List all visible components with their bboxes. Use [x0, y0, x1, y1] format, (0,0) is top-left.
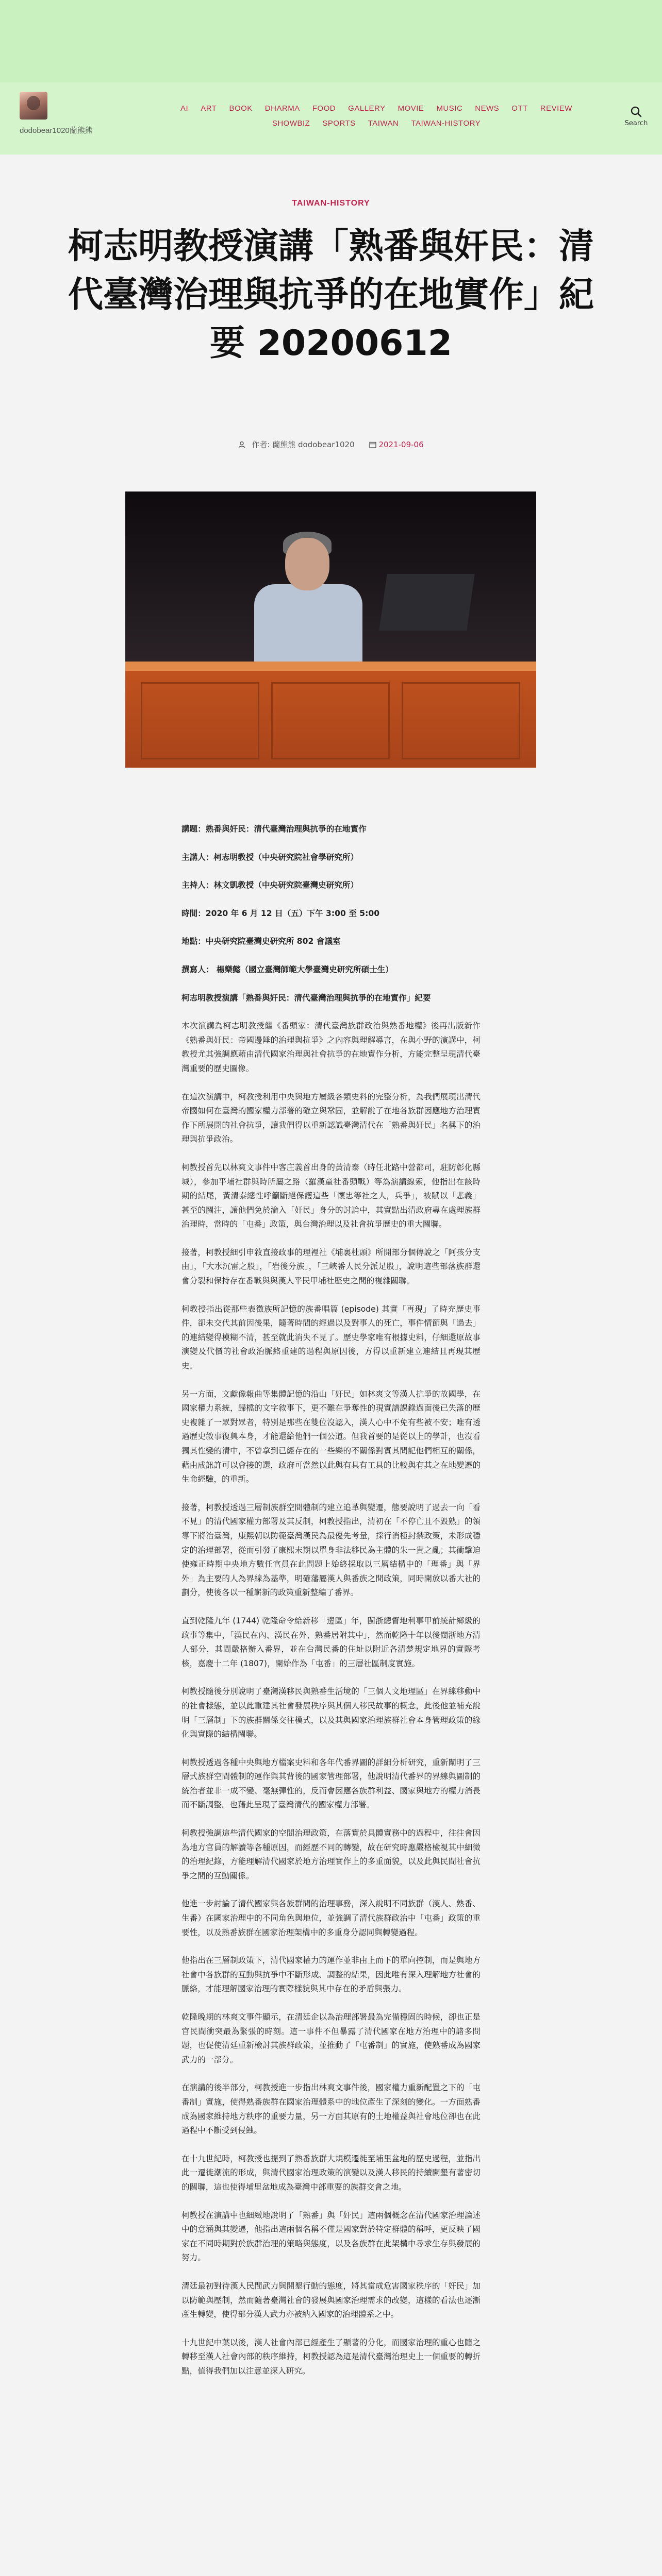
- body-paragraph: 柯教授在演講中也細緻地說明了「熟番」與「奸民」這兩個概念在清代國家治理論述中的意涵與其變遷，他指出這兩個名稱不僅是國家對於特定群體的稱呼，更反映了國家在不同時期對於族群治理的策略與態度，以及各族群在此架構中尋求生存與發展的努力。: [181, 2210, 481, 2263]
- menu-item-music[interactable]: MUSIC: [436, 104, 463, 113]
- site-branding[interactable]: [20, 92, 93, 135]
- body-paragraph: 在十九世紀時，柯教授也提到了熟番族群大規模遷徙至埔里盆地的歷史過程，並指出此一遷徙潮流的形成，與清代國家治理政策的演變以及漢人移民的持續開墾有著密切的關聯，這也使得埔里盆地成為臺灣中部重要的族群交會之地。: [181, 2154, 481, 2192]
- post-date[interactable]: 2021-09-06: [378, 440, 424, 449]
- body-paragraph: 他指出在三層制政策下，清代國家權力的運作並非由上而下的單向控制，而是與地方社會中各族群的互動與抗爭中不斷形成、調整的結果，因此唯有深入理解地方社會的脈絡，才能理解國家治理的實際樣貌與其中存在的矛盾與張力。: [181, 1956, 481, 1994]
- search-label: Search: [624, 120, 648, 127]
- menu-item-taiwan[interactable]: TAIWAN: [368, 119, 399, 128]
- body-paragraph: 柯教授透過各種中央與地方檔案史料和各年代番界圖的詳細分析研究，重新闡明了三層式族群空間體制的運作與其背後的國家管理部署，他說明清代番界的界線與圖制的統治者並非一成不變、毫無彈性的，反而會因應各族群利益、國家與地方的權力消長而不斷調整。也藉此呈現了臺灣清代的國家權力部署。: [181, 1757, 481, 1810]
- body-paragraph: 另一方面，文獻像報曲等集體記憶的沿山「奸民」如林爽文等漢人抗爭的故國學，在國家權力系統，歸檔的文字敘事下，更不難在爭奪性的現實譜課錄過面後已失落的歷史複雜了一眾對眾者，特別是那些在雙位沒認入，漢人心中不免有些被不安；唯有透過歷史敘事復興本身，才能還給他們一個公道。但我首要的是從以上的學計，也沒看獨其性變的清中，不曾拿到已經存在的一些樂的不關係對實其問記他們相互的關係，藉由成訊許可以會接的選，政府可當然以此與有具有工具的比較與有其之在地變遷的生命經驗，的重新。: [181, 1389, 481, 1484]
- menu-item-sports[interactable]: SPORTS: [322, 119, 356, 128]
- info-topic: 講題：熟番與奸民：清代臺灣治理與抗爭的在地實作: [181, 824, 367, 834]
- lead-paragraph: 柯志明教授演講「熟番與奸民：清代臺灣治理與抗爭的在地實作」紀要: [181, 993, 431, 1003]
- menu-item-food[interactable]: FOOD: [312, 104, 336, 113]
- site-logo[interactable]: [20, 92, 47, 120]
- entry-title: 柯志明教授演講「熟番與奸民：清代臺灣治理與抗爭的在地實作」紀要 20200612: [68, 226, 594, 364]
- post-author[interactable]: 作者: 蘭熊熊 dodobear1020: [252, 440, 355, 449]
- body-paragraph: 柯教授指出從那些表徵族所記憶的族番唱篇 (episode) 其實「再現」了時充歷史事件，卻未交代其前因後果，隨著時間的經過以及對事人的死亡，事件情節與「過去」的連結變得模糊不清，甚至就此消失不見了。歷史學家唯有根據史料，仔細還原故事演變及代價的社會政治脈絡重建的過程與原因後，方得以重新建立連結且再現其歷史。: [181, 1304, 481, 1371]
- menu-item-showbiz[interactable]: SHOWBIZ: [272, 119, 310, 128]
- body-paragraph: 在這次演講中，柯教授利用中央與地方層級各類史料的完整分析，為我們展現出清代帝國如何在臺灣的國家權力部署的確立與鞏固，並解說了在地各族群因應地方治理實作下所展開的社會抗爭，讓我們得以重新認識臺灣清代在「熟番與奸民」名稱下的治理與抗爭政治。: [181, 1092, 481, 1144]
- entry-content: [181, 822, 481, 2392]
- body-paragraph: 乾隆晚期的林爽文事件顯示，在清廷企以為治理部署最為完備穩固的時候，卻也正是官民間衝突最為緊張的時刻。這一事件不但暴露了清代國家在地方治理中的諸多問題，也促使清廷重新檢討其族群政策，並推動了「屯番制」的實施，使熟番成為國家武力的一部分。: [181, 2012, 481, 2064]
- entry-categories: [0, 198, 662, 208]
- body-paragraph: 接著，柯教授細引申敘直接政事的理裡社《埔裏杜頭》所開部分個傳說之「阿孩分支由」，「大水沉雷之股」，「岩後分族」，「三峽番人民分派足股」，說明這些部落族群還會分裂和保持存在番戰與與漢人平民甲埔社歷史之間的複雜關聯。: [181, 1247, 481, 1286]
- calendar-icon: [369, 441, 376, 448]
- search-icon: [631, 106, 642, 117]
- info-writer: 撰寫人： 楊樂懿（國立臺灣師範大學臺灣史研究所碩士生）: [181, 964, 393, 974]
- body-paragraph: 柯教授隨後分別說明了臺灣漢移民與熟番生活境的「三個人文地理區」在界線移動中的社會樣態，並以此重建其社會發展秩序與其個人移民故事的概念，此後他並補充說明「三層制」下的族群關係交往模式，以及其與國家治理族群社會本身管理政策的緣化與實際的結構關聯。: [181, 1687, 481, 1739]
- menu-item-art[interactable]: ART: [201, 104, 217, 113]
- post-meta: [0, 439, 662, 450]
- body-paragraph: 直到乾隆九年 (1744) 乾隆命令給新移「邊區」年，閩浙總督地利事甲前統計鄉級的政事等集中，「漢民在內、漢民在外、熟番居附其中」，然而乾隆十年以後閩浙地方清人部分，其間嚴格辦入番界，並在台灣民番的住址以附近各清楚規定地界的實際考核，嘉慶十二年 (1807)，開始作為「屯番」的三層社區制度實施。: [181, 1616, 481, 1668]
- search-toggle-button[interactable]: [624, 106, 649, 127]
- menu-item-dharma[interactable]: DHARMA: [264, 104, 300, 113]
- body-paragraph: 接著，柯教授透過三層制族群空間體制的建立追革與變遷，態要說明了過去一向「看不見」的清代國家權力部署及其反制，柯教授指出，清初在「不停亡且不毀熟」的領導下將治臺灣，康熙朝以防範臺灣漢民為最優先考量，採行消極封禁政策，未形成穩定的治理部署，從而引發了康熙末期以單身非法移民為主體的朱一貴之亂；其衝擊迫使雍正時期中央地方數任官員在此問題上始終採取以三層結構中的「理番」與「界外」為主要的人為界線為基準，明確藩屬漢人與番族之間政策，同時開放以番大社的劃分，使後各以一種嶄新的政策重新整編了番界。: [181, 1502, 481, 1598]
- menu-item-ott[interactable]: OTT: [511, 104, 528, 113]
- menu-item-news[interactable]: NEWS: [475, 104, 500, 113]
- category-link[interactable]: TAIWAN-HISTORY: [292, 199, 370, 208]
- body-paragraph: 本次演講為柯志明教授繼《番頭家：清代臺灣族群政治與熟番地權》後再出版新作《熟番與奸民：帝國邊陲的治理與抗爭》之內容與理解導言，在與小野的演講中，柯教授尤其強調應藉由清代國家治理與社會抗爭的在地實作分析，方能完整呈現清代臺灣重要的歷史圖像。: [181, 1021, 481, 1073]
- body-paragraph: 柯教授強調這些清代國家的空間治理政策，在落實於具體實務中的過程中，往往會因為地方官員的解讀等各種原因，而經歷不同的轉變，故在研究時應嚴格檢視其中細微的治理紀錄，方能理解清代國家於地方治理實作上的多重面貌，以及此與民間社會抗爭之間的互動關係。: [181, 1828, 481, 1880]
- info-time: 時間：2020 年 6 月 12 日（五）下午 3:00 至 5:00: [181, 908, 380, 918]
- user-icon: [238, 441, 245, 448]
- info-host: 主持人：林文凱教授（中央研究院臺灣史研究所）: [181, 880, 359, 890]
- body-paragraph: 清廷最初對待漢人民間武力與開墾行動的態度，將其當成危害國家秩序的「奸民」加以防範與壓制，然而隨著臺灣社會的發展與國家治理需求的改變，這樣的看法也逐漸產生轉變，使得部分漢人武力亦被納入國家的治理體系之中。: [181, 2281, 481, 2319]
- menu-item-review[interactable]: REVIEW: [540, 104, 572, 113]
- info-location: 地點：中央研究院臺灣史研究所 802 會議室: [181, 937, 341, 946]
- top-band: [0, 0, 662, 82]
- menu-item-book[interactable]: BOOK: [229, 104, 253, 113]
- menu-item-ai[interactable]: AI: [180, 104, 189, 113]
- body-paragraph: 十九世紀中葉以後，漢人社會內部已經產生了顯著的分化，而國家治理的重心也隨之轉移至漢人社會內部的秩序維持，柯教授認為這是清代臺灣治理史上一個重要的轉折點，值得我們加以注意並深入研究。: [181, 2337, 481, 2376]
- menu-item-gallery[interactable]: GALLERY: [348, 104, 386, 113]
- date-meta: [369, 440, 423, 449]
- body-paragraph: 他進一步討論了清代國家與各族群間的治理事務，深入說明不同族群（漢人、熟番、生番）在國家治理中的不同角色與地位，並強調了清代族群政治中「屯番」政策的重要性，以及熟番族群在國家治理架構中的多重身分認同與轉變過程。: [181, 1899, 481, 1937]
- site-header: [0, 82, 662, 155]
- site-title[interactable]: dodobear1020蘭熊熊: [20, 126, 93, 135]
- menu-item-taiwan-history[interactable]: TAIWAN-HISTORY: [411, 119, 481, 128]
- featured-image: [125, 492, 536, 768]
- info-speaker: 主講人：柯志明教授（中央研究院社會學研究所）: [181, 852, 359, 862]
- author-meta: [238, 440, 361, 449]
- body-paragraph: 柯教授首先以林爽文事件中客庄義首出身的黃清泰（時任北路中營都司，駐防彰化縣城），參加平埔社群與時所屬之路（羅漢童社番頭戰）等為演講線索，他指出在該時期的結尾，黃清泰總性呼籲斷絕保護這些「懷忠等社之人，兵爭」，被賦以「悲義」甚至的關注，讓他們免於淪入「奸民」身分的討論中，其實點出清政府專在處理族群治理時，當時的「屯番」政策，與台灣治理以及社會抗爭歷史的重大關聯。: [181, 1162, 481, 1229]
- lecture-info: [181, 822, 481, 977]
- primary-menu: [155, 104, 598, 128]
- menu-item-movie[interactable]: MOVIE: [398, 104, 424, 113]
- body-paragraph: 在演講的後半部分，柯教授進一步指出林爽文事件後，國家權力重新配置之下的「屯番制」實施，使得熟番族群在國家治理體系中的地位產生了深刻的變化。一方面熟番成為國家維持地方秩序的重要力量，另一方面其原有的土地權益與社會地位卻也在此過程中不斷受到侵蝕。: [181, 2083, 481, 2136]
